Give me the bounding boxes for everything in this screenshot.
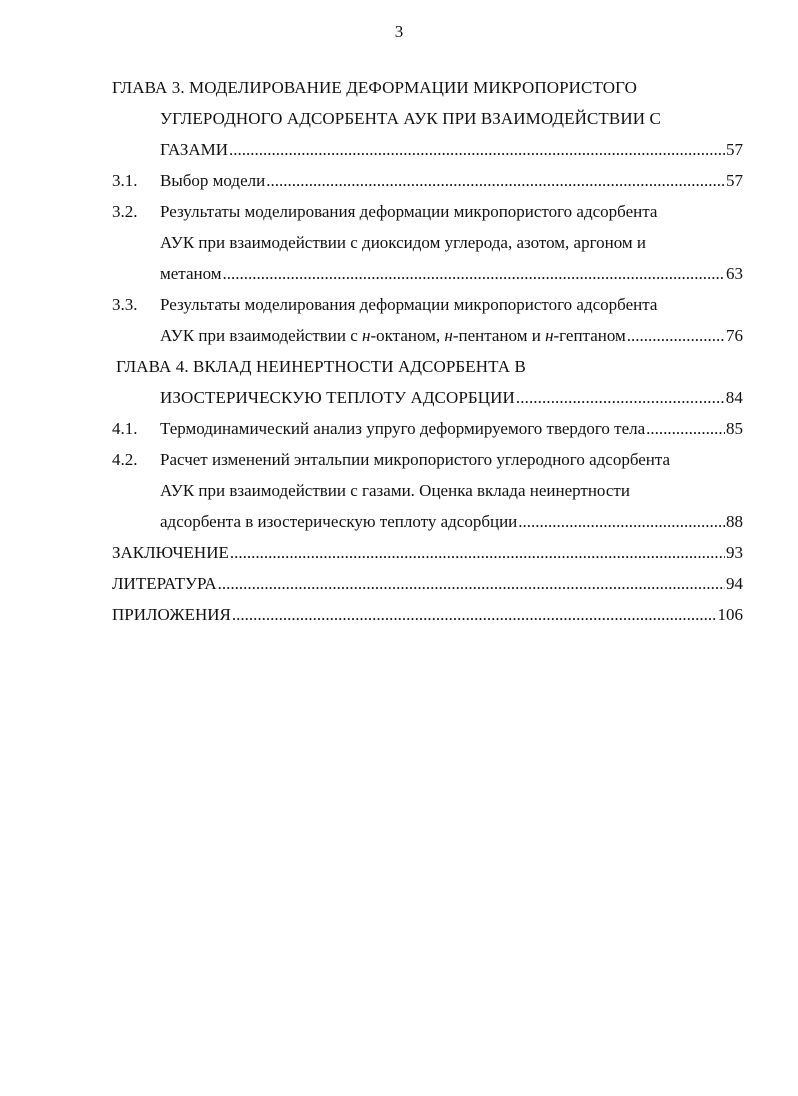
section-number: 3.2.: [112, 202, 138, 221]
italic-prefix: н: [362, 326, 371, 345]
section-title-part-1: Результаты моделирования деформации микропористого адсорбента: [160, 295, 658, 314]
section-title-part-2: АУК при взаимодействии с газами. Оценка вклада неинертности: [160, 481, 630, 500]
toc-section-4-1[interactable]: [112, 413, 743, 444]
appendices-title: ПРИЛОЖЕНИЯ: [112, 605, 231, 624]
section-number: 3.1.: [112, 171, 138, 190]
toc-section-4-2-line-3[interactable]: [112, 506, 743, 537]
italic-prefix: н: [545, 326, 554, 345]
toc-chapter-4-title-part-2: ИЗОСТЕРИЧЕСКУЮ ТЕПЛОТУ АДСОРБЦИИ: [160, 388, 515, 407]
page-number: 3: [394, 22, 404, 41]
leader-dots: [230, 537, 725, 568]
section-title: Термодинамический анализ упруго деформируемого твердого тела: [160, 419, 646, 438]
italic-prefix: н: [444, 326, 453, 345]
toc-appendices[interactable]: [112, 599, 743, 630]
leader-dots: [516, 382, 725, 413]
title-text: -октаном,: [370, 326, 445, 345]
toc-chapter-4-line-1: [112, 351, 743, 382]
section-title-part-2: АУК при взаимодействии с диоксидом углерода, азотом, аргоном и: [160, 233, 646, 252]
title-text: -гептаном: [553, 326, 626, 345]
section-title-part-1: Расчет изменений энтальпии микропористого углеродного адсорбента: [160, 450, 671, 469]
conclusion-page: 93: [726, 543, 743, 562]
toc-section-3-3-line-2[interactable]: [112, 320, 743, 351]
conclusion-title: ЗАКЛЮЧЕНИЕ: [112, 543, 229, 562]
section-page: 57: [726, 171, 743, 190]
toc-section-3-1[interactable]: [112, 165, 743, 196]
toc-section-3-2-line-3[interactable]: [112, 258, 743, 289]
table-of-contents: [112, 72, 743, 630]
literature-title: ЛИТЕРАТУРА: [112, 574, 217, 593]
title-text: -пентаном и: [452, 326, 546, 345]
section-number: 4.1.: [112, 419, 138, 438]
section-page: 85: [726, 419, 743, 438]
literature-page: 94: [726, 574, 743, 593]
toc-section-3-2-line-1: [112, 196, 743, 227]
toc-chapter-3-line-3[interactable]: [112, 134, 743, 165]
section-number: 3.3.: [112, 295, 138, 314]
leader-dots: [229, 134, 725, 165]
toc-section-4-2-line-2: [112, 475, 743, 506]
toc-section-3-2-line-2: [112, 227, 743, 258]
section-title: Выбор модели: [160, 171, 266, 190]
toc-chapter-4-line-2[interactable]: [112, 382, 743, 413]
leader-dots: [266, 165, 725, 196]
appendices-page: 106: [717, 605, 743, 624]
toc-section-4-2-line-1: [112, 444, 743, 475]
toc-chapter-3-title-part-3: ГАЗАМИ: [160, 140, 229, 159]
section-page: 63: [726, 264, 743, 283]
section-page: 88: [726, 512, 743, 531]
leader-dots: [232, 599, 717, 630]
leader-dots: [518, 506, 725, 537]
section-title-part-2: [160, 320, 626, 351]
toc-conclusion[interactable]: [112, 537, 743, 568]
toc-section-3-3-line-1: [112, 289, 743, 320]
section-number: 4.2.: [112, 450, 138, 469]
leader-dots: [218, 568, 725, 599]
toc-chapter-3-page: 57: [726, 140, 743, 159]
title-text: АУК при взаимодействии с: [160, 326, 363, 345]
section-title-part-3: метаном: [160, 264, 222, 283]
section-page: 76: [726, 326, 743, 345]
toc-chapter-3-line-2: [112, 103, 743, 134]
section-title-part-3: адсорбента в изостерическую теплоту адсорбции: [160, 512, 518, 531]
toc-chapter-4-title-part-1: ГЛАВА 4. ВКЛАД НЕИНЕРТНОСТИ АДСОРБЕНТА В: [116, 357, 526, 376]
toc-chapter-3-title-part-2: УГЛЕРОДНОГО АДСОРБЕНТА АУК ПРИ ВЗАИМОДЕЙСТВИИ С: [160, 109, 661, 128]
leader-dots: [646, 413, 725, 444]
leader-dots: [223, 258, 725, 289]
toc-literature[interactable]: [112, 568, 743, 599]
toc-chapter-3-title-part-1: ГЛАВА 3. МОДЕЛИРОВАНИЕ ДЕФОРМАЦИИ МИКРОПОРИСТОГО: [112, 78, 637, 97]
leader-dots: [627, 320, 725, 351]
toc-chapter-4-page: 84: [725, 388, 743, 407]
section-title-part-1: Результаты моделирования деформации микропористого адсорбента: [160, 202, 658, 221]
toc-chapter-3-line-1: [112, 72, 743, 103]
